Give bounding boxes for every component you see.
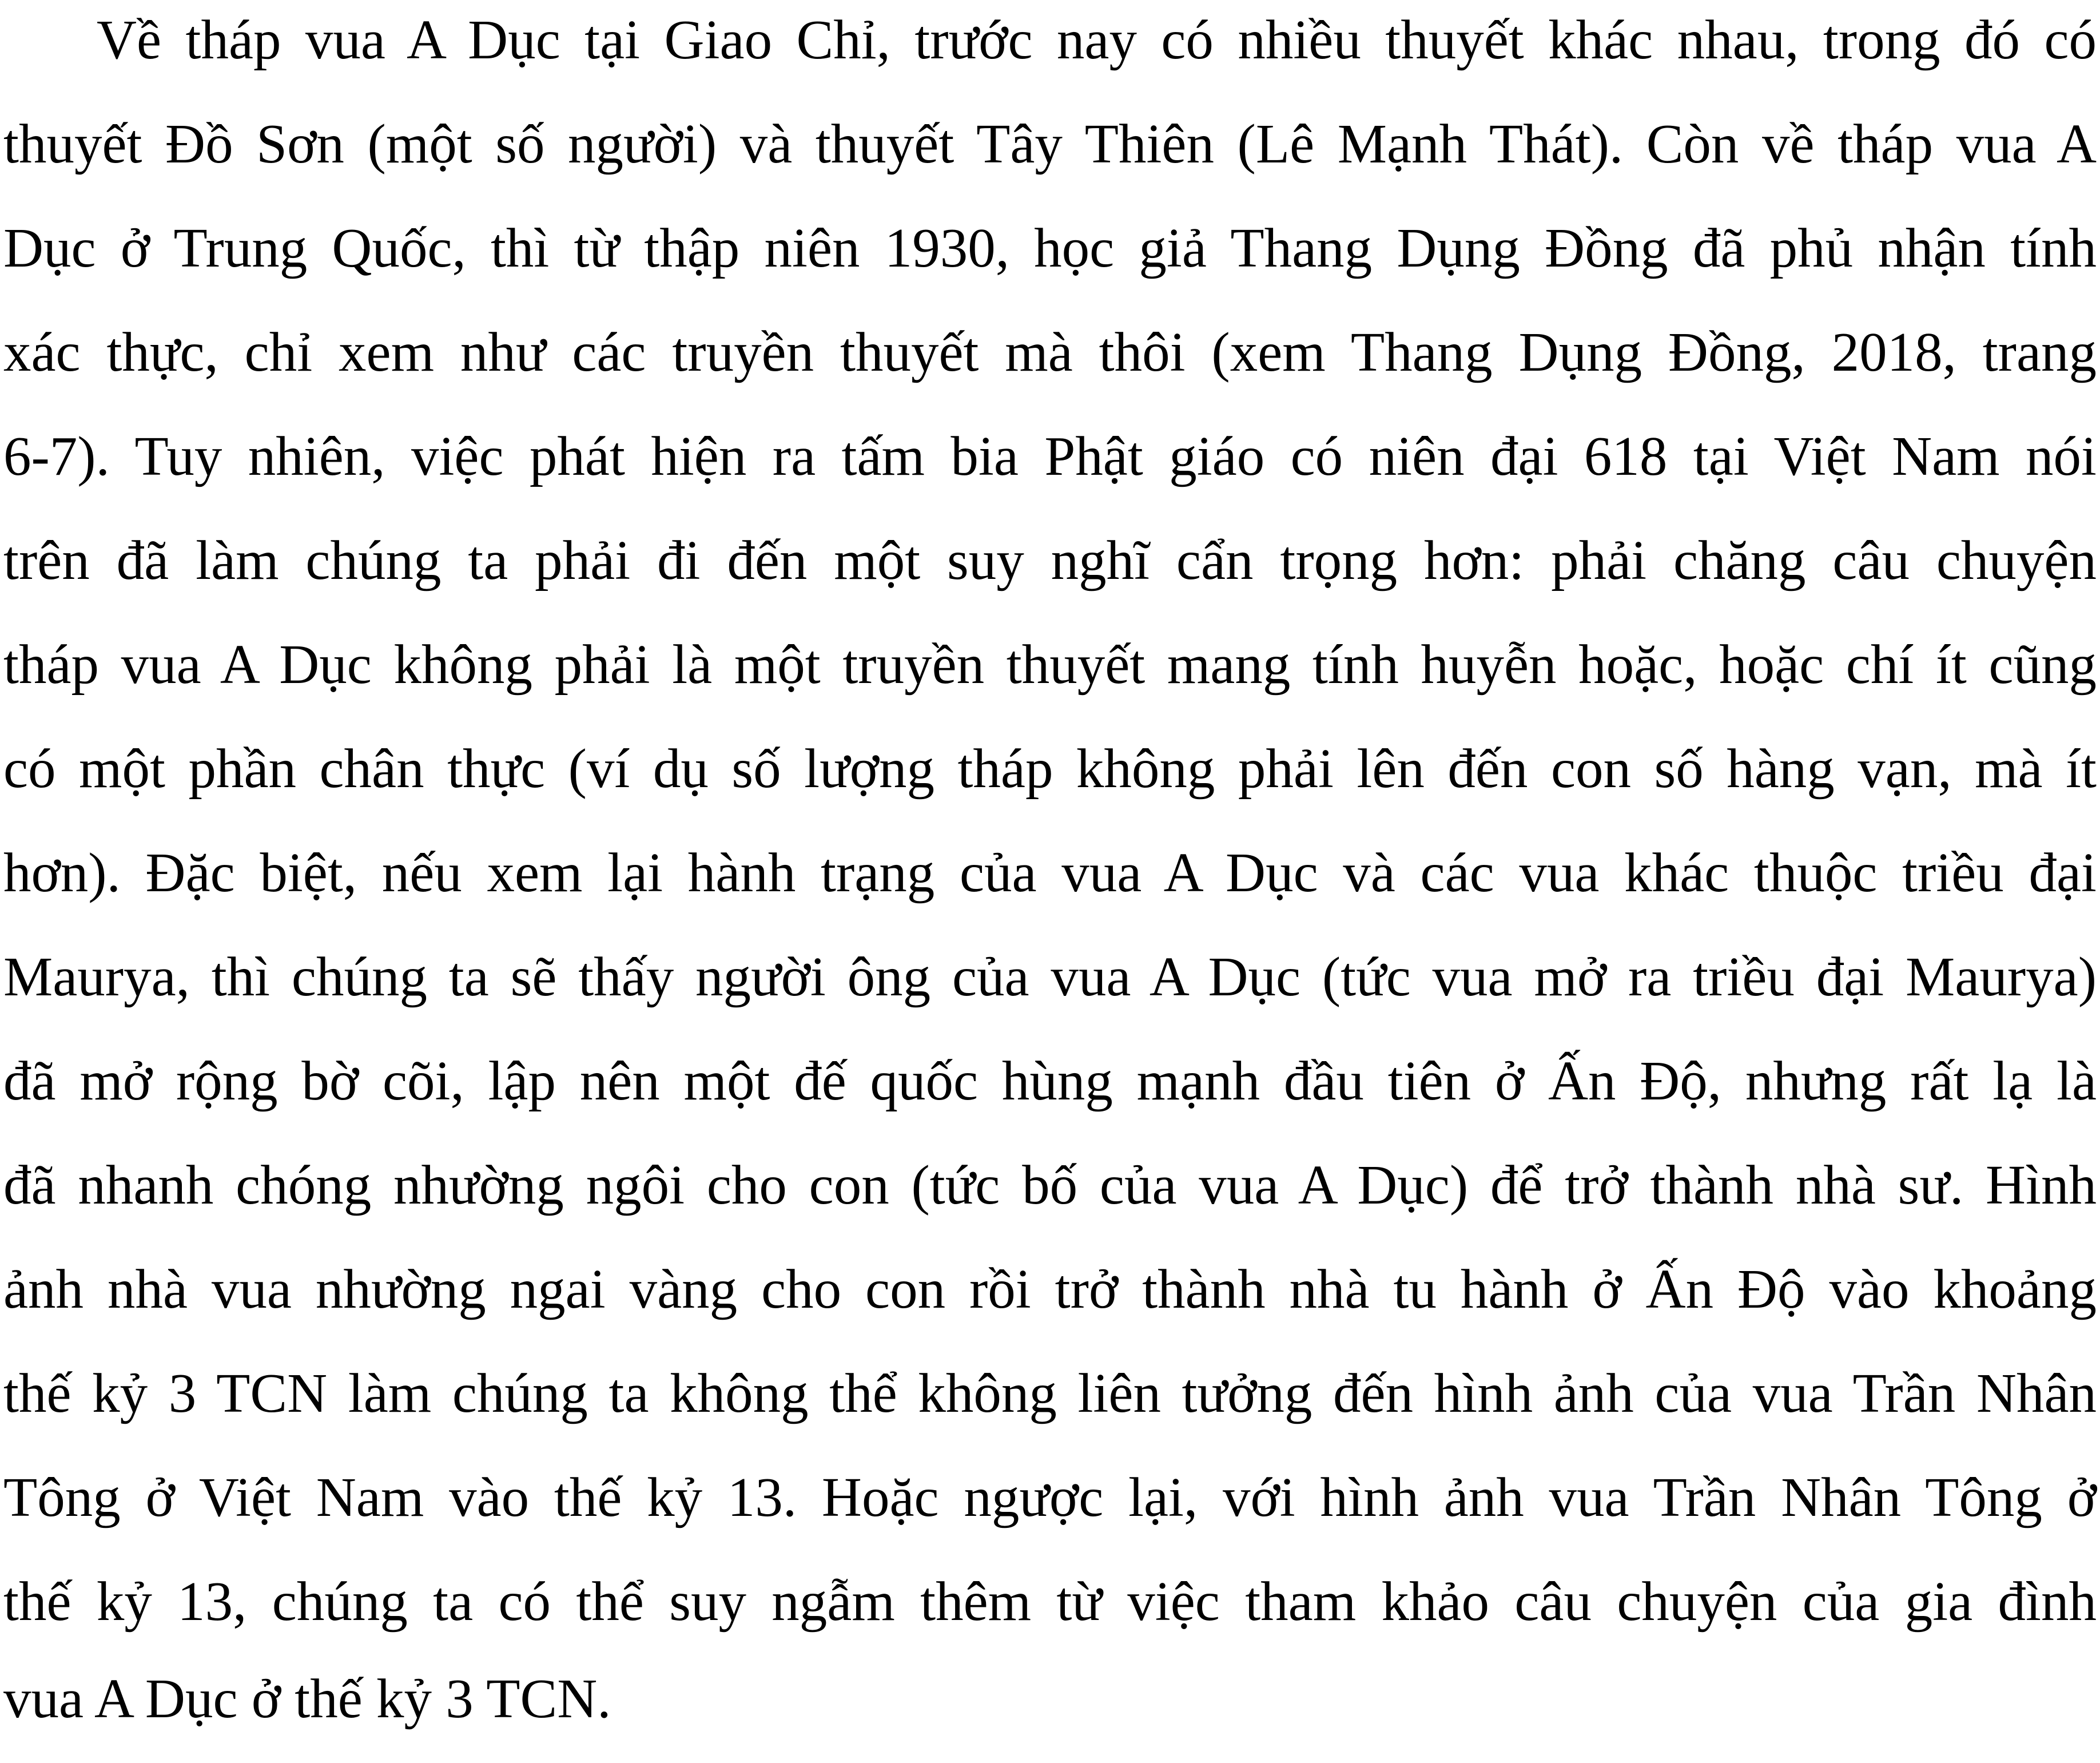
paragraph-line: Tông ở Việt Nam vào thế kỷ 13. Hoặc ngược lại, với hình ảnh vua Trần Nhân Tông ở [3, 1467, 2097, 1528]
paragraph-line: Maurya, thì chúng ta sẽ thấy người ông của vua A Dục (tức vua mở ra triều đại Maurya) [3, 946, 2097, 1007]
paragraph-line: 6-7). Tuy nhiên, việc phát hiện ra tấm bia Phật giáo có niên đại 618 tại Việt Nam nói [3, 426, 2097, 487]
paragraph-line: hơn). Đặc biệt, nếu xem lại hành trạng của vua A Dục và các vua khác thuộc triều đại [3, 842, 2097, 903]
paragraph-line: thế kỷ 3 TCN làm chúng ta không thể không liên tưởng đến hình ảnh của vua Trần Nhân [3, 1363, 2097, 1424]
paragraph-line: xác thực, chỉ xem như các truyền thuyết mà thôi (xem Thang Dụng Đồng, 2018, trang [3, 321, 2097, 383]
paragraph-line: tháp vua A Dục không phải là một truyền thuyết mang tính huyễn hoặc, hoặc chí ít cũng [3, 634, 2097, 695]
paragraph-line: có một phần chân thực (ví dụ số lượng tháp không phải lên đến con số hàng vạn, mà ít [3, 738, 2097, 799]
paragraph-line: Dục ở Trung Quốc, thì từ thập niên 1930, học giả Thang Dụng Đồng đã phủ nhận tính [3, 217, 2097, 279]
paragraph-line: đã nhanh chóng nhường ngôi cho con (tức bố của vua A Dục) để trở thành nhà sư. Hình [3, 1154, 2097, 1216]
paragraph-line: Về tháp vua A Dục tại Giao Chỉ, trước nay có nhiều thuyết khác nhau, trong đó có [97, 9, 2097, 70]
paragraph-line: thuyết Đồ Sơn (một số người) và thuyết Tây Thiên (Lê Mạnh Thát). Còn về tháp vua A [3, 113, 2097, 174]
paragraph-line: trên đã làm chúng ta phải đi đến một suy nghĩ cẩn trọng hơn: phải chăng câu chuyện [3, 530, 2097, 591]
paragraph-line: vua A Dục ở thế kỷ 3 TCN. [3, 1668, 611, 1729]
paragraph-line: đã mở rộng bờ cõi, lập nên một đế quốc hùng mạnh đầu tiên ở Ấn Độ, nhưng rất lạ là [3, 1050, 2097, 1111]
paragraph-line: thế kỷ 13, chúng ta có thể suy ngẫm thêm từ việc tham khảo câu chuyện của gia đình [3, 1571, 2097, 1632]
paragraph-line: ảnh nhà vua nhường ngai vàng cho con rồi trở thành nhà tu hành ở Ấn Độ vào khoảng [3, 1258, 2097, 1320]
